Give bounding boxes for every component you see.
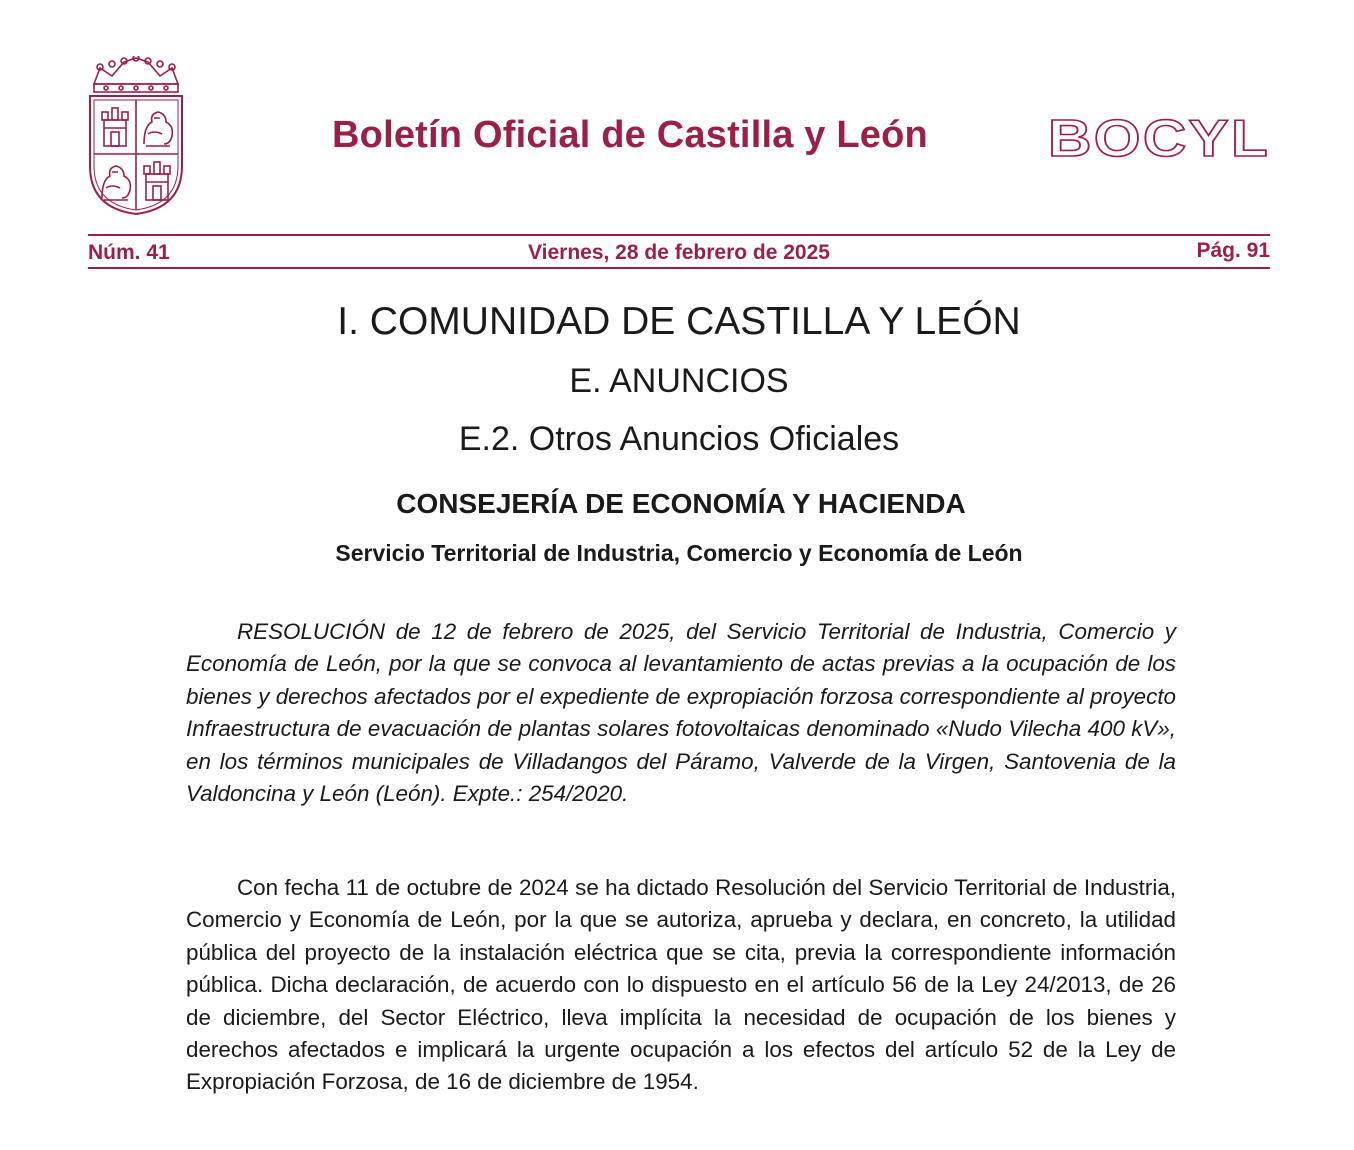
subsection-heading: E. ANUNCIOS: [569, 362, 789, 400]
body-paragraph: Con fecha 11 de octubre de 2024 se ha dictado Resolución del Servicio Territorial de Industria, Comercio y Economía de León, por la que se autoriza, aprueba y declara, en concreto, la utilidad pública del proyecto de la instalación eléctrica que se cita, previa la correspondiente información pública. Dicha declaración, de acuerdo con lo dispuesto en el artículo 56 de la Ley 24/2013, de 26 de diciembre, del Sector Eléctrico, lleva implícita la necesidad de ocupación de los bienes y derechos afectados e implicará la urgente ocupación a los efectos del artículo 52 de la Ley de Expropiación Forzosa, de 16 de diciembre de 1954.: [186, 875, 1176, 1095]
header-top-rule: [88, 234, 1270, 236]
bulletin-title: Boletín Oficial de Castilla y León: [332, 114, 928, 156]
page-number: Pág. 91: [1196, 239, 1270, 262]
issue-meta-row: [88, 239, 1270, 265]
issue-number: Núm. 41: [88, 241, 170, 264]
consejeria-heading: CONSEJERÍA DE ECONOMÍA Y HACIENDA: [396, 488, 966, 519]
resolution-paragraph: RESOLUCIÓN de 12 de febrero de 2025, del Servicio Territorial de Industria, Comercio y Economía de León, por la que se convoca al levantamiento de actas previas a la ocupación de los bienes y derechos afectados por el expediente de expropiación forzosa correspondiente al proyecto Infraestructura de evacuación de plantas solares fotovoltaicas denominado «Nudo Vilecha 400 kV», en los términos municipales de Villadangos del Páramo, Valverde de la Virgen, Santovenia de la Valdoncina y León (León). Expte.: 254/2020.: [186, 619, 1176, 807]
section-heading: I. COMUNIDAD DE CASTILLA Y LEÓN: [337, 300, 1021, 343]
subsubsection-heading: E.2. Otros Anuncios Oficiales: [458, 420, 900, 458]
bocyl-logo: [1046, 114, 1272, 162]
bocyl-logo-text: BOCYL: [1048, 114, 1270, 162]
issue-date: Viernes, 28 de febrero de 2025: [528, 241, 830, 264]
servicio-heading: Servicio Territorial de Industria, Comercio y Economía de León: [335, 540, 1023, 566]
coat-of-arms-logo: [86, 56, 186, 216]
header-bottom-rule: [88, 267, 1270, 269]
